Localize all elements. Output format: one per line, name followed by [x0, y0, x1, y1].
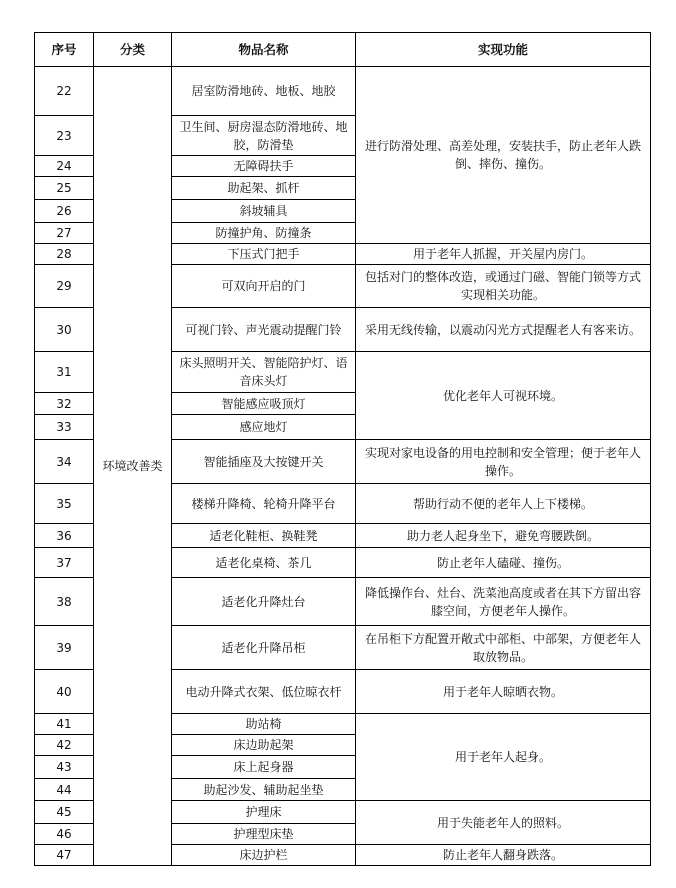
item-name: 适老化鞋柜、换鞋凳 [172, 524, 356, 548]
item-name: 楼梯升降椅、轮椅升降平台 [172, 484, 356, 524]
item-name: 居室防滑地砖、地板、地胶 [172, 67, 356, 116]
row-no: 36 [35, 524, 94, 548]
row-no: 41 [35, 714, 94, 735]
item-name: 无障碍扶手 [172, 156, 356, 177]
item-name: 可双向开启的门 [172, 265, 356, 308]
row-no: 24 [35, 156, 94, 177]
row-no: 28 [35, 244, 94, 265]
item-name: 斜坡辅具 [172, 200, 356, 223]
item-name: 床头照明开关、智能陪护灯、语音床头灯 [172, 352, 356, 393]
row-no: 47 [35, 845, 94, 866]
function-cell: 采用无线传输，以震动闪光方式提醒老人有客来访。 [356, 308, 651, 352]
item-name: 智能插座及大按键开关 [172, 440, 356, 484]
row-no: 23 [35, 116, 94, 156]
row-no: 40 [35, 670, 94, 714]
category-cell: 环境改善类 [94, 67, 172, 866]
header-no: 序号 [35, 33, 94, 67]
item-name: 防撞护角、防撞条 [172, 223, 356, 244]
row-no: 42 [35, 735, 94, 756]
item-name: 适老化桌椅、茶几 [172, 548, 356, 578]
header-function: 实现功能 [356, 33, 651, 67]
header-category: 分类 [94, 33, 172, 67]
assistive-products-table [34, 32, 651, 866]
item-name: 助起架、抓杆 [172, 177, 356, 200]
item-name: 床上起身器 [172, 756, 356, 779]
row-no: 39 [35, 626, 94, 670]
row-no: 45 [35, 801, 94, 824]
row-no: 38 [35, 578, 94, 626]
row-no: 31 [35, 352, 94, 393]
function-cell: 在吊柜下方配置开敞式中部柜、中部架，方便老年人取放物品。 [356, 626, 651, 670]
row-no: 30 [35, 308, 94, 352]
row-no: 43 [35, 756, 94, 779]
row-no: 33 [35, 415, 94, 440]
item-name: 助起沙发、辅助起坐垫 [172, 779, 356, 801]
row-no: 46 [35, 824, 94, 845]
row-no: 34 [35, 440, 94, 484]
function-cell: 优化老年人可视环境。 [356, 352, 651, 440]
row-no: 29 [35, 265, 94, 308]
row-no: 25 [35, 177, 94, 200]
header-name: 物品名称 [172, 33, 356, 67]
row-no: 22 [35, 67, 94, 116]
function-cell: 降低操作台、灶台、洗菜池高度或者在其下方留出容膝空间，方便老年人操作。 [356, 578, 651, 626]
function-cell: 用于老年人抓握，开关屋内房门。 [356, 244, 651, 265]
table-header-row [35, 33, 651, 67]
item-name: 可视门铃、声光震动提醒门铃 [172, 308, 356, 352]
item-name: 床边助起架 [172, 735, 356, 756]
row-no: 32 [35, 393, 94, 415]
function-cell: 用于老年人起身。 [356, 714, 651, 801]
function-cell: 进行防滑处理、高差处理，安装扶手，防止老年人跌倒、摔伤、撞伤。 [356, 67, 651, 244]
row-no: 44 [35, 779, 94, 801]
function-cell: 包括对门的整体改造，或通过门磁、智能门锁等方式实现相关功能。 [356, 265, 651, 308]
function-cell: 助力老人起身坐下，避免弯腰跌倒。 [356, 524, 651, 548]
item-name: 智能感应吸顶灯 [172, 393, 356, 415]
item-name: 感应地灯 [172, 415, 356, 440]
function-cell: 防止老年人翻身跌落。 [356, 845, 651, 866]
item-name: 适老化升降吊柜 [172, 626, 356, 670]
item-name: 助站椅 [172, 714, 356, 735]
item-name: 下压式门把手 [172, 244, 356, 265]
item-name: 电动升降式衣架、低位晾衣杆 [172, 670, 356, 714]
item-name: 适老化升降灶台 [172, 578, 356, 626]
item-name: 床边护栏 [172, 845, 356, 866]
row-no: 37 [35, 548, 94, 578]
function-cell: 防止老年人磕碰、撞伤。 [356, 548, 651, 578]
function-cell: 用于老年人晾晒衣物。 [356, 670, 651, 714]
row-no: 26 [35, 200, 94, 223]
function-cell: 帮助行动不便的老年人上下楼梯。 [356, 484, 651, 524]
table-row [35, 67, 651, 116]
item-name: 护理床 [172, 801, 356, 824]
function-cell: 用于失能老年人的照料。 [356, 801, 651, 845]
item-name: 卫生间、厨房湿态防滑地砖、地胶，防滑垫 [172, 116, 356, 156]
row-no: 27 [35, 223, 94, 244]
item-name: 护理型床垫 [172, 824, 356, 845]
function-cell: 实现对家电设备的用电控制和安全管理；便于老年人操作。 [356, 440, 651, 484]
row-no: 35 [35, 484, 94, 524]
